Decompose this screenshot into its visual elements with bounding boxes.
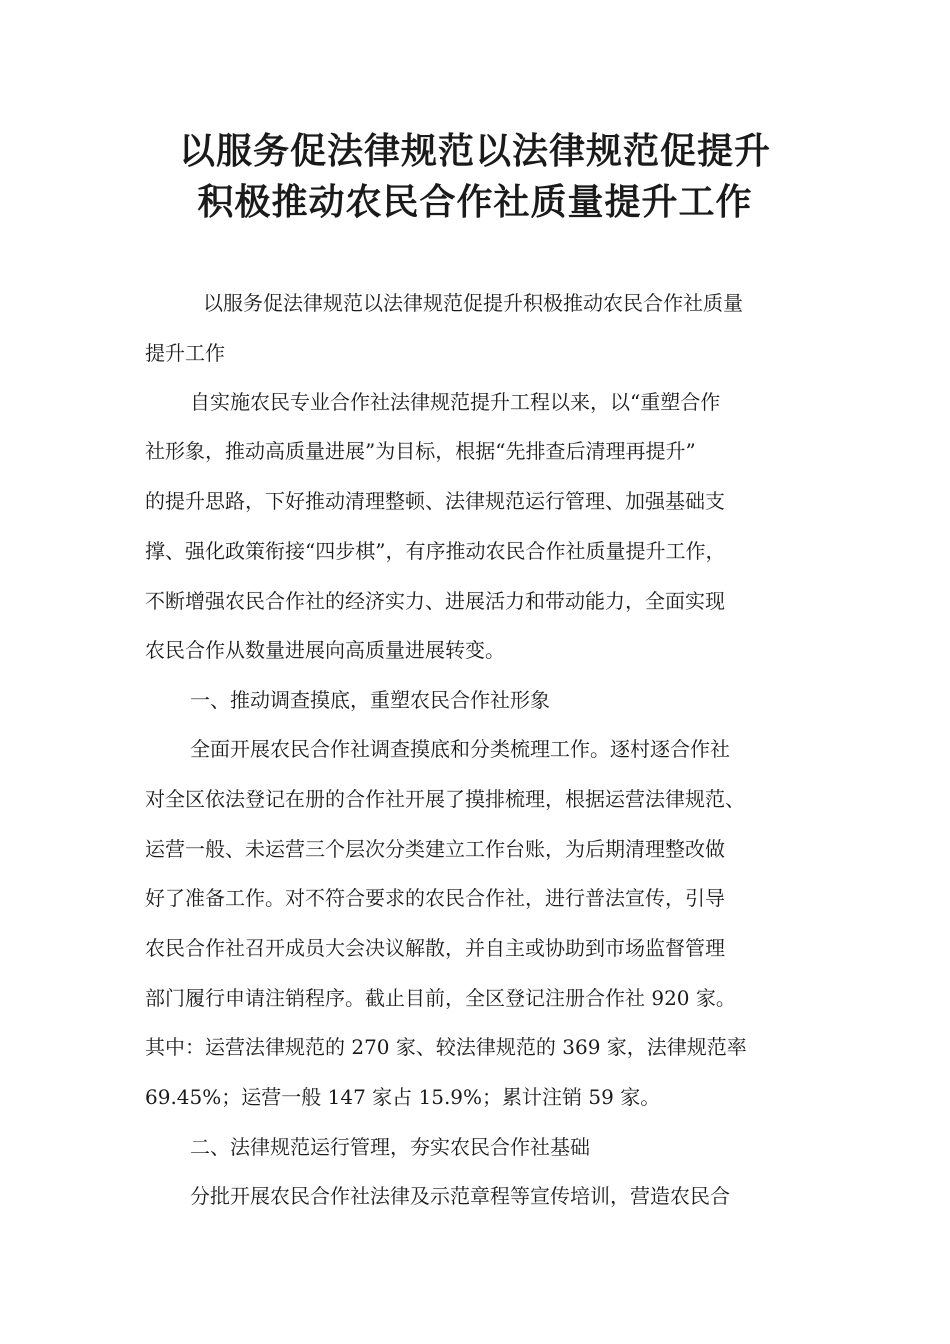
intro-line-2: 提升工作: [145, 341, 225, 365]
paragraph-2-line-8: 69.45%；运营一般 147 家占 15.9%；累计注销 59 家。: [145, 1085, 661, 1109]
document-title-line-1: 以服务促法律规范以法律规范促提升: [178, 131, 771, 172]
document-title-line-2: 积极推动农民合作社质量提升工作: [197, 182, 753, 223]
paragraph-1-line-4: 撑、强化政策衔接“四步棋”，有序推动农民合作社质量提升工作，: [145, 539, 726, 563]
paragraph-3-line-1: 分批开展农民合作社法律及示范章程等宣传培训，营造农民合: [190, 1184, 730, 1208]
paragraph-1-line-3: 的提升思路，下好推动清理整顿、法律规范运行管理、加强基础支: [145, 489, 725, 513]
intro-line-1: 以服务促法律规范以法律规范促提升积极推动农民合作社质量: [203, 291, 743, 315]
paragraph-2-line-6: 部门履行申请注销程序。截止目前，全区登记注册合作社 920 家。: [145, 986, 736, 1010]
paragraph-2-line-7: 其中：运营法律规范的 270 家、较法律规范的 369 家，法律规范率: [145, 1035, 747, 1059]
paragraph-2-line-4: 好了准备工作。对不符合要求的农民合作社，进行普法宣传，引导: [145, 886, 725, 910]
section-heading-2: 二、法律规范运行管理，夯实农民合作社基础: [190, 1135, 590, 1159]
paragraph-2-line-1: 全面开展农民合作社调查摸底和分类梳理工作。逐村逐合作社: [190, 737, 730, 761]
paragraph-2-line-5: 农民合作社召开成员大会决议解散，并自主或协助到市场监督管理: [145, 936, 725, 960]
paragraph-1-line-5: 不断增强农民合作社的经济实力、进展活力和带动能力，全面实现: [145, 589, 725, 613]
paragraph-1-line-2: 社形象，推动高质量进展”为目标，根据“先排查后清理再提升”: [145, 439, 696, 463]
paragraph-2-line-3: 运营一般、未运营三个层次分类建立工作台账，为后期清理整改做: [145, 837, 725, 861]
section-heading-1: 一、推动调查摸底，重塑农民合作社形象: [190, 688, 550, 712]
paragraph-2-line-2: 对全区依法登记在册的合作社开展了摸排梳理，根据运营法律规范、: [145, 787, 745, 811]
paragraph-1-line-1: 自实施农民专业合作社法律规范提升工程以来，以“重塑合作: [190, 390, 721, 414]
paragraph-1-line-6: 农民合作从数量进展向高质量进展转变。: [145, 638, 505, 662]
